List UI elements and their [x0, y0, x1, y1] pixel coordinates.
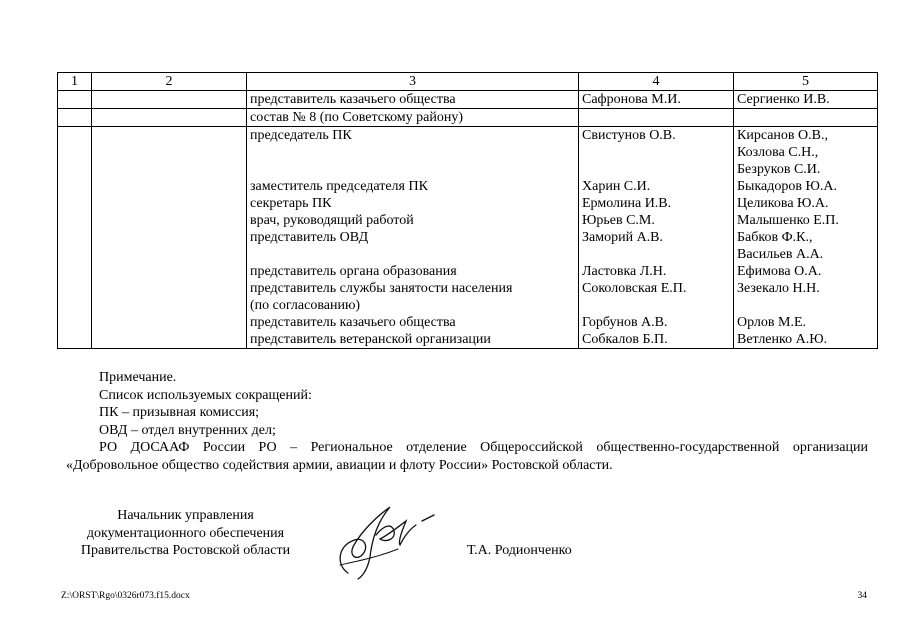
note-line: ОВД – отдел внутренних дел;: [99, 422, 276, 438]
table-cell-c2: [92, 109, 247, 127]
header-cell-2: 2: [92, 73, 247, 91]
cell-line: Собкалов Б.П.: [582, 332, 668, 347]
header-cell-5: 5: [734, 73, 878, 91]
cell-line: [250, 161, 575, 178]
table-cell-c3: [247, 127, 579, 349]
signatory-title-line: документационного обеспечения: [86, 525, 285, 541]
cell-line: Горбунов А.В.: [582, 315, 668, 330]
signatory-name: Т.А. Родионченко: [467, 543, 572, 558]
table-cell-c5: [734, 109, 878, 127]
cell-line: [250, 144, 575, 161]
cell-line: Васильев А.А.: [737, 247, 824, 262]
commission-table: [57, 72, 878, 349]
table-row: [58, 127, 878, 349]
table-cell-c1: [58, 91, 92, 109]
handwritten-signature: [318, 495, 448, 585]
cell-line: секретарь ПК: [250, 196, 332, 211]
cell-line: [582, 297, 730, 314]
cell-line: [582, 144, 730, 161]
signatory-title: [58, 507, 313, 560]
cell-line: Козлова С.Н.,: [737, 145, 819, 160]
cell-line: Сафронова М.И.: [582, 92, 681, 107]
cell-line: Безруков С.И.: [737, 162, 821, 177]
table-row: [58, 91, 878, 109]
cell-line: Харин С.И.: [582, 179, 651, 194]
note-doscaaf-line1: РО ДОСААФ России РО – Региональное отделение Общероссийской общественно-государственной организации: [99, 440, 868, 455]
notes-block: [66, 369, 868, 474]
header-cell-1: 1: [58, 73, 92, 91]
cell-line: [582, 109, 730, 126]
note-line: Примечание.: [99, 370, 177, 385]
cell-line: Бабков Ф.К.,: [737, 230, 813, 245]
cell-line: [737, 297, 874, 314]
cell-line: [250, 246, 575, 263]
cell-line: Свистунов О.В.: [582, 128, 676, 143]
table-row: [58, 109, 878, 127]
note-doscaaf-line2: «Добровольное общество содействия армии, авиации и флоту России» Ростовской области.: [66, 457, 613, 473]
header-cell-3: 3: [247, 73, 579, 91]
cell-line: врач, руководящий работой: [250, 213, 414, 228]
cell-line: представитель органа образования: [250, 264, 457, 279]
cell-line: Малышенко Е.П.: [737, 213, 839, 228]
table-cell-c3: [247, 109, 579, 127]
header-cell-4: 4: [579, 73, 734, 91]
table-cell-c4: [579, 127, 734, 349]
cell-line: Ермолина И.В.: [582, 196, 672, 211]
cell-line: [737, 109, 874, 126]
cell-line: [582, 246, 730, 263]
cell-line: заместитель председателя ПК: [250, 179, 428, 194]
cell-line: представитель ветеранской организации: [250, 332, 491, 347]
table-cell-c1: [58, 109, 92, 127]
cell-line: Соколовская Е.П.: [582, 281, 687, 296]
page-number: 34: [857, 591, 867, 601]
cell-line: Орлов М.Е.: [737, 315, 807, 330]
table-cell-c1: [58, 127, 92, 349]
cell-line: (по согласованию): [250, 298, 361, 313]
cell-line: состав № 8 (по Советскому району): [250, 110, 464, 125]
cell-line: Ветленко А.Ю.: [737, 332, 828, 347]
table-cell-c5: [734, 127, 878, 349]
cell-line: Ластовка Л.Н.: [582, 264, 667, 279]
table-cell-c2: [92, 127, 247, 349]
table-cell-c4: [579, 91, 734, 109]
table-cell-c2: [92, 91, 247, 109]
cell-line: представитель казачьего общества: [250, 315, 456, 330]
file-path: Z:\ORST\Rgo\0326r073.f15.docx: [61, 591, 190, 601]
cell-line: Зезекало Н.Н.: [737, 281, 820, 296]
cell-line: Заморий А.В.: [582, 230, 664, 245]
table-cell-c3: [247, 91, 579, 109]
note-line: Список используемых сокращений:: [99, 387, 312, 403]
cell-line: представитель казачьего общества: [250, 92, 456, 107]
cell-line: представитель службы занятости населения: [250, 281, 513, 296]
table-cell-c5: [734, 91, 878, 109]
cell-line: Юрьев С.М.: [582, 213, 655, 228]
table-cell-c4: [579, 109, 734, 127]
cell-line: Ефимова О.А.: [737, 264, 822, 279]
cell-line: Кирсанов О.В.,: [737, 128, 828, 143]
cell-line: председатель ПК: [250, 128, 352, 143]
cell-line: [582, 161, 730, 178]
signatory-title-line: Правительства Ростовской области: [80, 543, 291, 558]
cell-line: представитель ОВД: [250, 230, 369, 245]
cell-line: Сергиенко И.В.: [737, 92, 830, 107]
note-line: ПК – призывная комиссия;: [99, 405, 260, 420]
signatory-title-line: Начальник управления: [117, 508, 254, 523]
table-header-row: [58, 73, 878, 91]
cell-line: Целикова Ю.А.: [737, 196, 829, 211]
cell-line: Быкадоров Ю.А.: [737, 179, 837, 194]
